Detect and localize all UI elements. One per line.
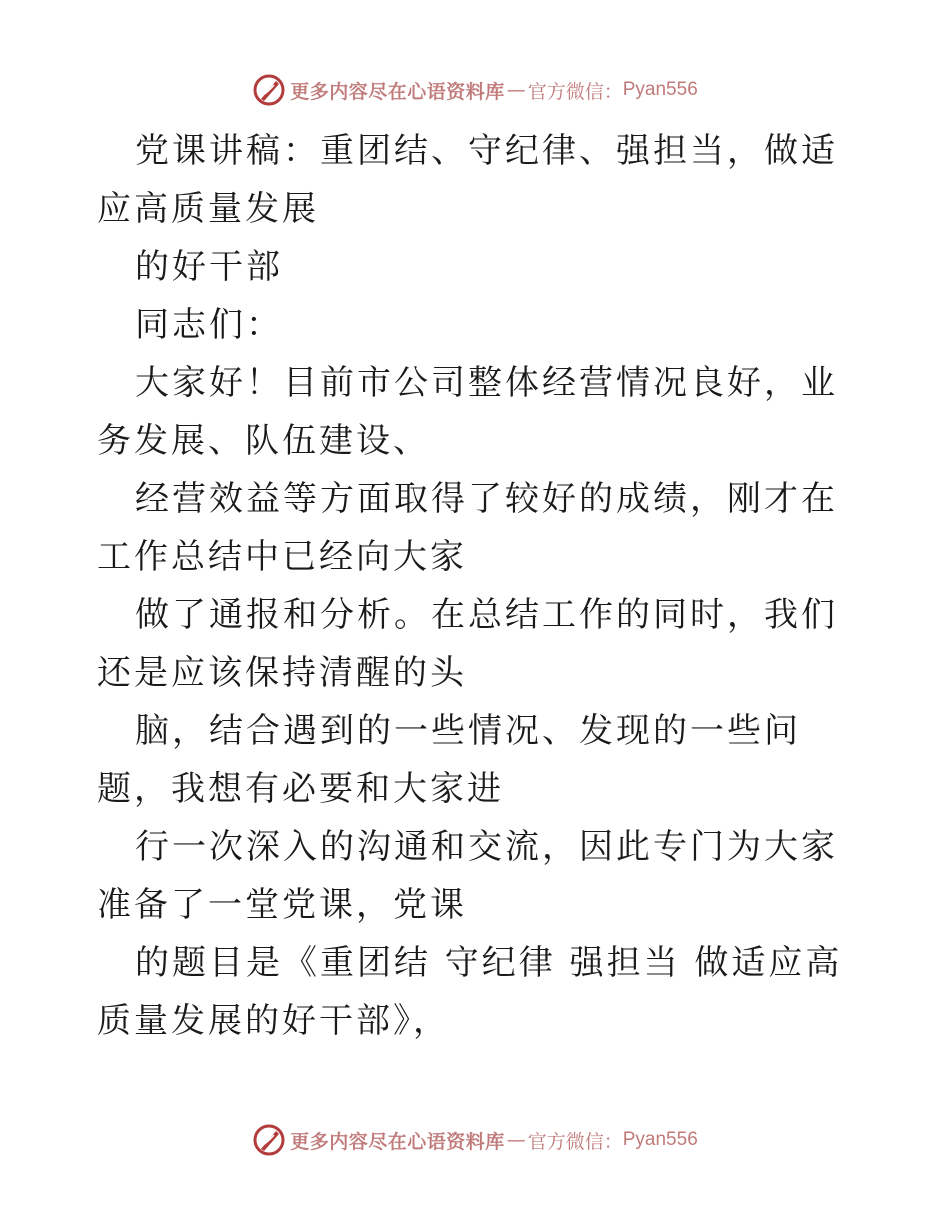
wechat-label: 官方微信： — [527, 1130, 623, 1153]
header-banner — [0, 70, 950, 110]
banner-separator: — — [506, 79, 526, 101]
document-body — [97, 122, 857, 1050]
paragraph-line: 的题目是《重团结 守纪律 强担当 做适应高质量发展的好干部》， — [97, 943, 843, 1041]
title-line-1: 党课讲稿：重团结、守纪律、强担当，做适应高质量发展 — [97, 131, 838, 229]
wechat-id: Pyan556 — [622, 79, 698, 100]
banner-text: 更多内容尽在心语资料库 — [290, 1130, 505, 1153]
paragraph-line: 经营效益等方面取得了较好的成绩，刚才在工作总结中已经向大家 — [97, 479, 838, 577]
quill-logo-icon — [252, 73, 286, 107]
paragraph-line: 大家好！目前市公司整体经营情况良好，业务发展、队伍建设、 — [97, 363, 838, 461]
paragraph-line: 行一次深入的沟通和交流，因此专门为大家准备了一堂党课，党课 — [97, 827, 838, 925]
banner-separator: — — [506, 1129, 526, 1151]
salutation: 同志们： — [135, 305, 283, 345]
banner-text: 更多内容尽在心语资料库 — [290, 80, 505, 103]
wechat-id: Pyan556 — [622, 1129, 698, 1150]
wechat-label: 官方微信： — [527, 80, 623, 103]
paragraph-line: 脑，结合遇到的一些情况、发现的一些问题，我想有必要和大家进 — [97, 711, 801, 809]
quill-logo-icon — [252, 1123, 286, 1157]
footer-banner — [0, 1120, 950, 1160]
paragraph-line: 做了通报和分析。在总结工作的同时，我们还是应该保持清醒的头 — [97, 595, 838, 693]
title-line-2: 的好干部 — [135, 247, 283, 287]
